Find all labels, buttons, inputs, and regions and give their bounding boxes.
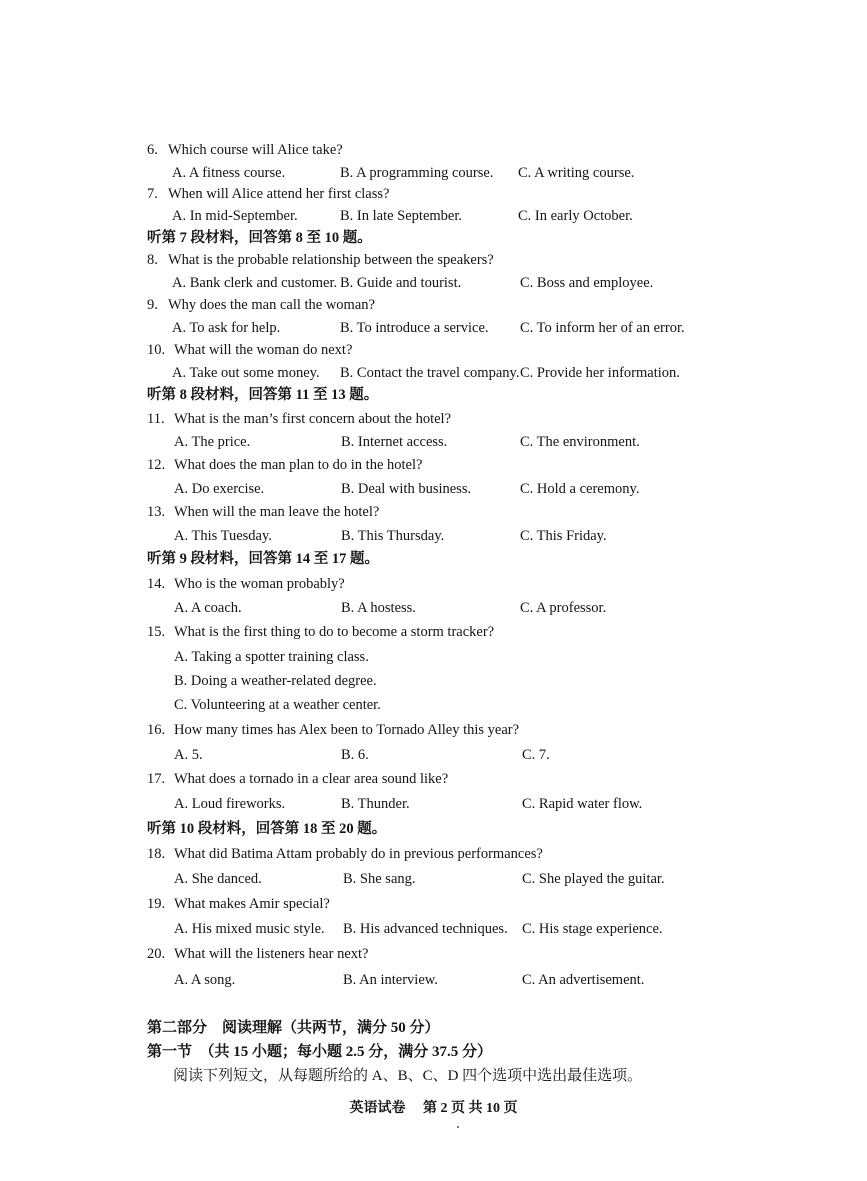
option-c: C. 7. [522, 747, 550, 763]
question-text: What makes Amir special? [174, 896, 330, 912]
question-number: 12. [147, 457, 166, 473]
option-b: B. An interview. [343, 972, 438, 988]
section-8-heading: 听第 8 段材料，回答第 11 至 13 题。 [147, 387, 379, 403]
option-b: B. His advanced techniques. [343, 921, 508, 937]
subject-label: 英语试卷 [349, 1101, 406, 1116]
question-text: What will the woman do next? [174, 342, 353, 358]
option-c: C. To inform her of an error. [520, 320, 685, 336]
option-c: C. His stage experience. [522, 921, 663, 937]
question-number: 6. [147, 142, 158, 158]
question-number: 18. [147, 846, 166, 862]
question-number: 16. [147, 722, 166, 738]
option-a: A. 5. [174, 747, 203, 763]
option-a: A. In mid-September. [172, 208, 298, 224]
question-text: What did Batima Attam probably do in previous performances? [174, 846, 543, 862]
part-2-title: 第二部分 阅读理解（共两节，满分 50 分） [147, 1020, 440, 1036]
option-a: A. His mixed music style. [174, 921, 325, 937]
option-c: C. Rapid water flow. [522, 796, 643, 812]
option-b: B. 6. [341, 747, 369, 763]
option-c: C. Volunteering at a weather center. [174, 697, 381, 713]
question-number: 14. [147, 576, 166, 592]
scan-speck [457, 1126, 459, 1128]
question-text: Who is the woman probably? [174, 576, 345, 592]
option-b: B. Deal with business. [341, 481, 472, 497]
option-b: B. Internet access. [341, 434, 448, 450]
option-b: B. Thunder. [341, 796, 410, 812]
option-a: A. A coach. [174, 600, 242, 616]
question-text: What does the man plan to do in the hotel? [174, 457, 423, 473]
option-c: C. Provide her information. [520, 365, 680, 381]
option-c: C. A writing course. [518, 165, 635, 181]
option-c: C. In early October. [518, 208, 633, 224]
question-text: What is the first thing to do to become a storm tracker? [174, 624, 495, 640]
question-number: 8. [147, 252, 158, 268]
option-c: C. This Friday. [520, 528, 607, 544]
option-b: B. A programming course. [340, 165, 494, 181]
option-b: B. Guide and tourist. [340, 275, 462, 291]
question-text: Which course will Alice take? [168, 142, 343, 158]
question-text: What will the listeners hear next? [174, 946, 369, 962]
question-number: 13. [147, 504, 166, 520]
question-number: 15. [147, 624, 166, 640]
question-number: 9. [147, 297, 158, 313]
section-7-heading: 听第 7 段材料，回答第 8 至 10 题。 [147, 230, 372, 246]
option-a: A. Taking a spotter training class. [174, 649, 369, 665]
question-text: Why does the man call the woman? [168, 297, 375, 313]
page-footer [0, 1097, 867, 1117]
question-number: 19. [147, 896, 166, 912]
option-c: C. An advertisement. [522, 972, 645, 988]
question-number: 11. [147, 411, 165, 427]
option-c: C. Boss and employee. [520, 275, 654, 291]
option-b: B. A hostess. [341, 600, 416, 616]
question-number: 17. [147, 771, 166, 787]
page-number: 第 2 页 共 10 页 [423, 1101, 518, 1116]
option-a: A. Loud fireworks. [174, 796, 286, 812]
option-c: C. A professor. [520, 600, 607, 616]
question-text: How many times has Alex been to Tornado Alley this year? [174, 722, 520, 738]
section-10-heading: 听第 10 段材料，回答第 18 至 20 题。 [147, 821, 387, 837]
option-a: A. A fitness course. [172, 165, 286, 181]
option-a: A. Do exercise. [174, 481, 265, 497]
option-c: C. She played the guitar. [522, 871, 665, 887]
option-a: A. The price. [174, 434, 251, 450]
option-b: B. This Thursday. [341, 528, 445, 544]
option-a: A. She danced. [174, 871, 262, 887]
option-b: B. She sang. [343, 871, 416, 887]
option-b: B. To introduce a service. [340, 320, 489, 336]
reading-instruction: 阅读下列短文，从每题所给的 A、B、C、D 四个选项中选出最佳选项。 [173, 1068, 643, 1084]
option-a: A. This Tuesday. [174, 528, 272, 544]
question-number: 20. [147, 946, 166, 962]
option-a: A. Take out some money. [172, 365, 320, 381]
option-a: A. A song. [174, 972, 236, 988]
question-text: When will the man leave the hotel? [174, 504, 380, 520]
question-text: What is the man’s first concern about the hotel? [174, 411, 452, 427]
question-text: What does a tornado in a clear area sound like? [174, 771, 449, 787]
option-c: C. The environment. [520, 434, 640, 450]
question-number: 10. [147, 342, 166, 358]
option-b: B. Contact the travel company. [340, 365, 520, 381]
question-text: When will Alice attend her first class? [168, 186, 390, 202]
option-a: A. To ask for help. [172, 320, 281, 336]
option-b: B. Doing a weather-related degree. [174, 673, 377, 689]
option-a: A. Bank clerk and customer. [172, 275, 338, 291]
section-9-heading: 听第 9 段材料，回答第 14 至 17 题。 [147, 551, 379, 567]
option-c: C. Hold a ceremony. [520, 481, 640, 497]
question-text: What is the probable relationship between the speakers? [168, 252, 494, 268]
option-b: B. In late September. [340, 208, 463, 224]
question-number: 7. [147, 186, 158, 202]
section-1-title: 第一节 （共 15 小题；每小题 2.5 分，满分 37.5 分） [147, 1044, 493, 1060]
